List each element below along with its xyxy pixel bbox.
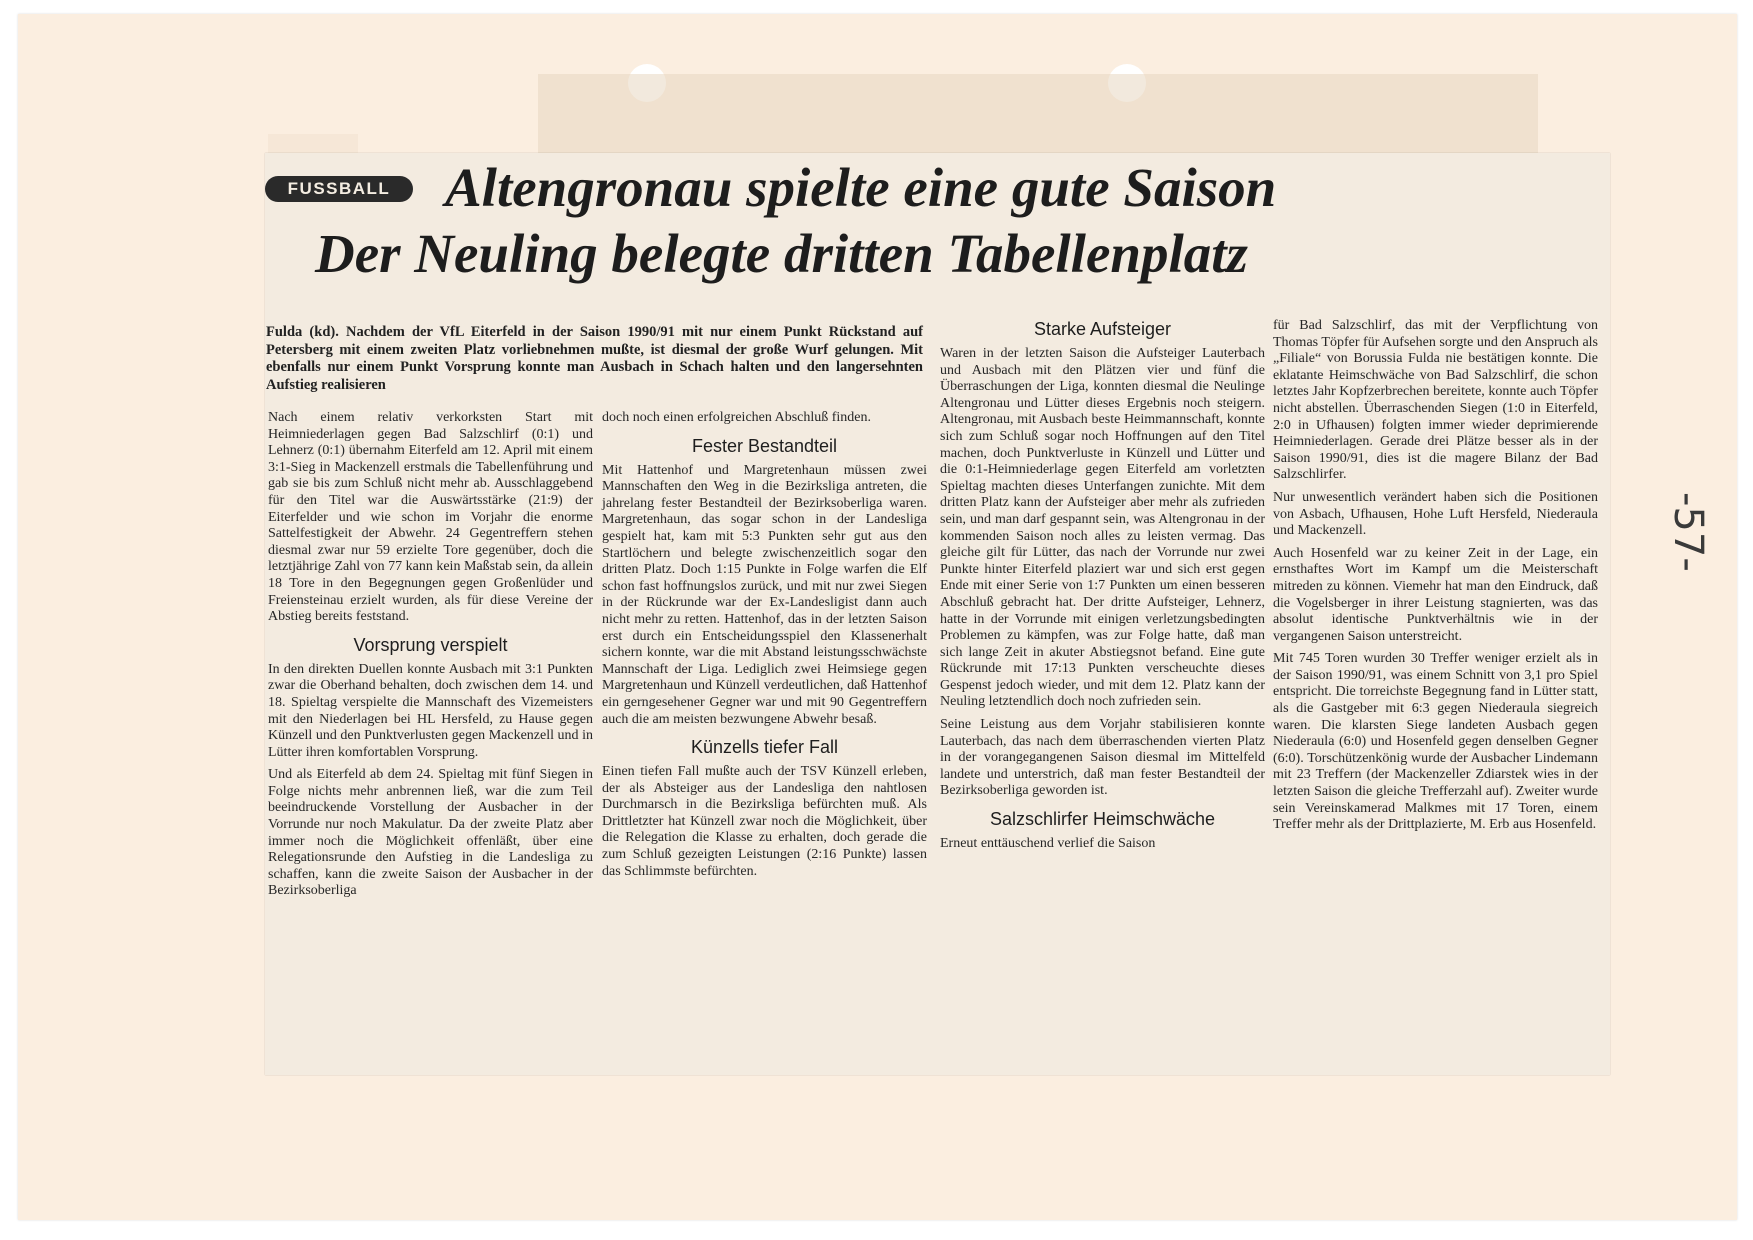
paragraph: Nach einem relativ verkorksten Start mit Heimniederlagen gegen Bad Salzschlirf (0:1) und Lehnerz (0:1) übernahm Eiterfeld am 12. April mit einem 3:1-Sieg in Mackenzell erstmals die Tabellenführung und gab sie bis zum Schluß nicht mehr ab. Ausschlaggebend für den Titel war die Auswärtsstärke (21:9) der Eiterfelder und wie schon im Vorjahr die enorme Sattelfestigkeit der Abwehr. 24 Gegentreffern stehen diesmal zwar nur 59 erzielte Tore gegenüber, doch die letztjährige Zahl von 77 kann kein Maßstab sein, da allein 18 Tore in den Begegnungen gegen Großenlüder und Freiensteinau erzielt wurden, als für diese Vereine der Abstieg bereits feststand. [268,410,594,625]
paragraph: doch noch einen erfolgreichen Abschluß finden. [602,410,872,425]
lead-paragraph: Fulda (kd). Nachdem der VfL Eiterfeld in der Saison 1990/91 mit nur einem Punkt Rückstand auf Petersberg mit einem zweiten Platz vorliebnehmen mußte, ist diesmal der große Wurf gelungen. Mit ebenfalls nur einem Punkt Vorsprung konnte man Ausbach in Schach halten und den langersehnten Aufstieg realisieren [266,324,923,393]
headline-line-1: Altengronau spielte eine gute Saison [445,157,1277,218]
category-tag: FUSSBALL [265,176,413,202]
handwritten-page-number: -57- [1665,492,1711,572]
bleed-through-shading [538,74,1538,164]
subheading: Salzschlirfer Heimschwäche [989,809,1216,830]
subheading: Fester Bestandteil [691,435,838,456]
paragraph: Waren in der letzten Saison die Aufsteiger Lauterbach und Ausbach mit den Plätzen vier und fünf die Überraschungen der Liga, konnten diesmal die Neulinge Altengronau und Lütter dieses Ergebnis noch steigern. Altengronau, mit Ausbach beste Heimmannschaft, konnte sich zum Schluß sogar noch Hoffnungen auf den Titel machen, doch Punktverluste in Künzell und Lütter und die 0:1-Heimniederlage gegen Eiterfeld am vorletzten Spieltag machten dieses Unterfangen zunichte. Mit dem dritten Platz kann der Aufsteiger aber mehr als zufrieden sein, und man darf gespannt sein, was Altengronau in der kommenden Saison noch alles zu leisten vermag. Das gleiche gilt für Lütter, das nach der Vorrunde nur zwei Punkte hinter Eiterfeld plaziert war und sich erst gegen Ende mit einer Serie von 1:7 Punkten um einen besseren Abschluß gebracht hat. Der dritte Aufsteiger, Lehnerz, hatte in der Vorrunde mit einigen verletzungsbedingten Problemen zu kämpfen, was zur Folge hatte, daß man sich lange Zeit in akuter Abstiegsnot befand. Eine gute Rückrunde mit 17:13 Punkten verscheuchte dieses Gespenst jedoch wieder, und mit dem 12. Platz kann der Neuling letztendlich doch noch zufrieden sein. [940,346,1265,710]
headline [300,155,1600,287]
paragraph: Mit 745 Toren wurden 30 Treffer weniger erzielt als in der Saison 1990/91, was einem Schnitt von 3,1 pro Spiel entspricht. Die torreichste Begegnung fand in Lütter statt, als die Gastgeber mit 6:3 gegen Niederaula siegreich waren. Die klarsten Siege landeten Ausbach gegen Niederaula (6:0) und Hosenfeld gegen denselben Gegner (6:0). Torschützenkönig wurde der Ausbacher Lindemann mit 23 Treffern (der Mackenzeller Zdiarstek wies in der letzten Saison die gleiche Trefferzahl auf). Zweiter wurde sein Vereinskamerad Malkmes mit 17 Toren, einem Treffer mehr als der Drittplazierte, M. Erb aus Hosenfeld. [1273,651,1598,833]
article-column-2 [602,410,927,886]
article-column-3 [940,318,1265,859]
subheading: Vorsprung verspielt [353,634,508,655]
paragraph: Seine Leistung aus dem Vorjahr stabilisieren konnte Lauterbach, das nach dem überraschenden vierten Platz in der vorangegangenen Saison diesmal im Mittelfeld landete und unterstrich, daß man fester Bestandteil der Bezirksoberliga geworden ist. [940,717,1265,799]
paragraph: Mit Hattenhof und Margretenhaun müssen zwei Mannschaften den Weg in die Bezirksliga antreten, die jahrelang fester Bestandteil der Bezirksoberliga waren. Margretenhaun, das sogar schon in der Landesliga gespielt hat, kam mit 5:3 Punkten sehr gut aus den Startlöchern und belegte zwischenzeitlich sogar den dritten Platz. Doch 1:15 Punkte in Folge warfen die Elf schon fast hoffnungslos zurück, und mit nur zwei Siegen in der Rückrunde war der Ex-Landesligist dann auch nicht mehr zu retten. Hattenhof, das in der letzten Saison erst durch ein Entscheidungsspiel den Klassenerhalt sichern konnte, war die mit Abstand leistungsschwächste Mannschaft der Liga. Lediglich zwei Heimsiege gegen Margretenhaun und Künzell verdeutlichen, daß Hattenhof ein gerngesehener Gegner war und mit 90 Gegentreffern auch die am meisten bezwungene Abwehr besaß. [602,462,927,727]
subheading: Starke Aufsteiger [1033,319,1172,339]
paragraph: Einen tiefen Fall mußte auch der TSV Künzell erleben, der als Absteiger aus der Landesliga den nahtlosen Durchmarsch in die Bezirksliga befürchten muß. Als Drittletzter hat Künzell zwar noch die Möglichkeit, über die Relegation die Klasse zu erhalten, doch gerade die zum Schluß gezeigten Leistungen (2:16 Punkte) lassen das Schlimmste befürchten. [602,764,927,879]
paragraph: Nur unwesentlich verändert haben sich die Positionen von Asbach, Ufhausen, Hohe Luft Hersfeld, Niederaula und Mackenzell. [1273,489,1598,539]
paragraph: Auch Hosenfeld war zu keiner Zeit in der Lage, ein ernsthaftes Wort im Kampf um die Meisterschaft mitreden zu können. Viemehr hat man den Eindruck, daß die Vogelsberger in ihrer Leistung stagnierten, was das absolut identische Punktverhältnis wie in der vergangenen Saison unterstreicht. [1273,545,1598,644]
subheading: Künzells tiefer Fall [690,737,839,758]
article-column-4 [1273,318,1598,840]
paragraph: In den direkten Duellen konnte Ausbach mit 3:1 Punkten zwar die Oberhand behalten, doch zwischen dem 14. und 18. Spieltag verspielte die Mannschaft des Vizemeisters mit den Niederlagen bei HL Hersfeld, zu Hause gegen Künzell und den Punktverlusten gegen Mackenzell und in Lütter ihren komfortablen Vorsprung. [268,661,593,760]
article-column-1 [268,410,593,906]
paragraph: für Bad Salzschlirf, das mit der Verpflichtung von Thomas Töpfer für Aufsehen sorgte und den Anspruch als „Filiale“ von Borussia Fulda nie bestätigen konnte. Die eklatante Heimschwäche von Bad Salzschlirf, die schon letztes Jahr Kopfzerbrechen bereitete, konnte auch Töpfer nicht abstellen. Überraschenden Siegen (1:0 in Eiterfeld, 2:0 in Ufhausen) folgten immer wieder deprimierende Heimniederlagen. Gerade drei Plätze besser als in der Saison 1990/91, dies ist die magere Bilanz der Bad Salzschlirfer. [1273,318,1598,483]
headline-line-2: Der Neuling belegte dritten Tabellenplatz [315,223,1248,284]
paragraph: Erneut enttäuschend verlief die Saison [940,836,1156,852]
paragraph: Und als Eiterfeld ab dem 24. Spieltag mit fünf Siegen in Folge nichts mehr anbrennen ließ, war die zum Teil beeindruckende Vorstellung der Ausbacher in der Vorrunde nur noch Makulatur. Da der zweite Platz aber immer noch die Möglichkeit offenläßt, über eine Relegationsrunde den Aufstieg in die Landesliga zu schaffen, kann die zweite Saison der Ausbacher in der Bezirksoberliga [268,767,593,899]
